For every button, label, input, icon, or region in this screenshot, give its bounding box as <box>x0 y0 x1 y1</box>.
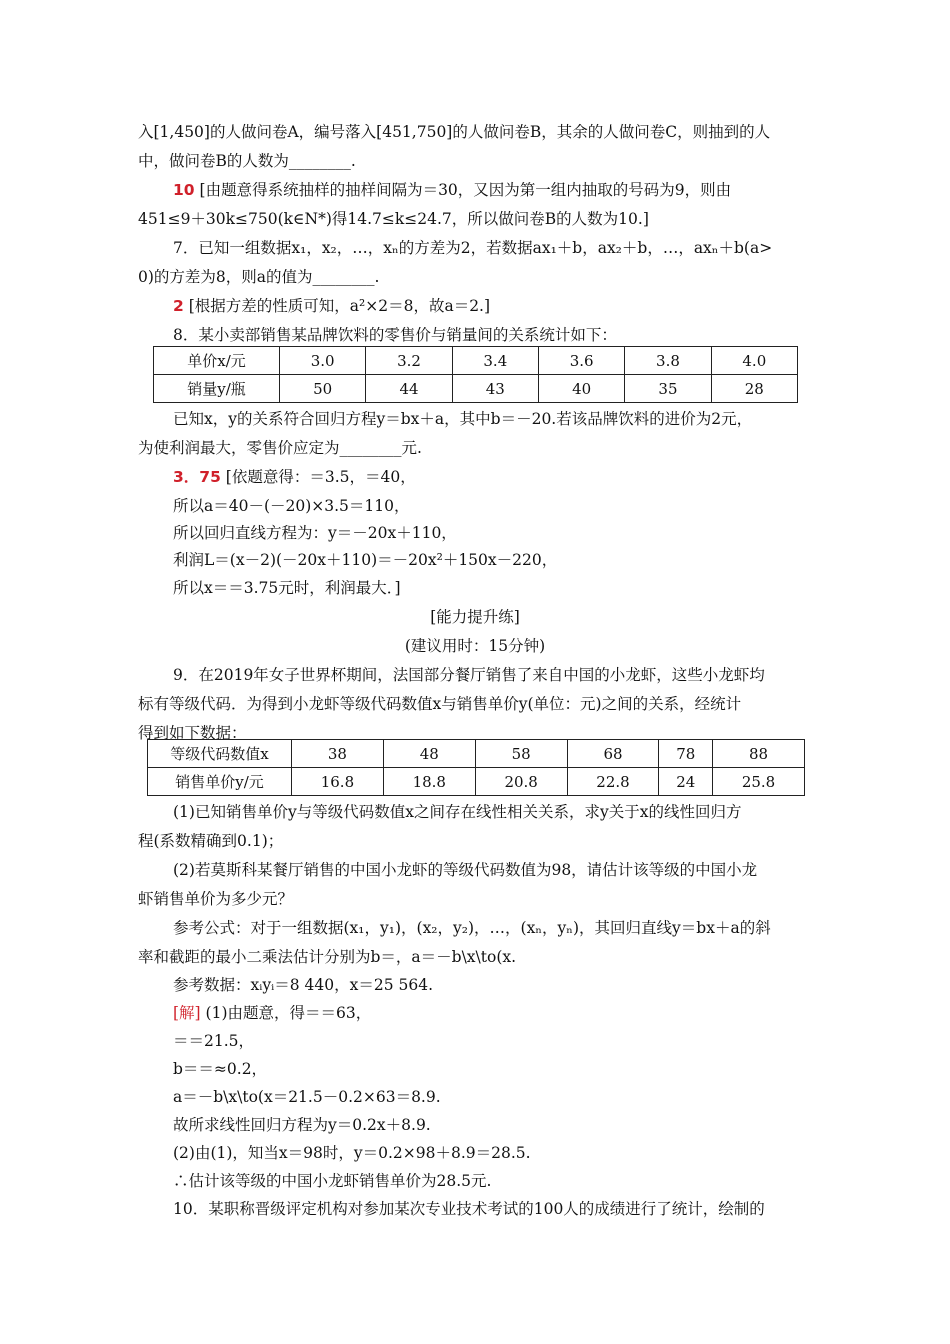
table-cell: 68 <box>567 740 659 768</box>
text-line: 所以a＝40－(－20)×3.5＝110， <box>173 497 410 515</box>
text-line: ∴估计该等级的中国小龙虾销售单价为28.5元. <box>173 1172 492 1190</box>
table-cell: 50 <box>280 375 366 403</box>
answer-label: 2 <box>173 297 184 315</box>
answer-label: 3．75 <box>173 468 221 486</box>
table-row <box>148 740 805 768</box>
text-line: 所以回归直线方程为：y＝－20x＋110， <box>173 524 457 542</box>
text-line: a＝－b\x\to(x＝21.5－0.2×63＝8.9. <box>173 1088 441 1106</box>
answer-text: [依题意得：＝3.5，＝40， <box>225 468 416 486</box>
text-line: 得到如下数据： <box>138 724 247 742</box>
table-cell: 4.0 <box>711 347 797 375</box>
table-cell: 24 <box>659 768 713 796</box>
text-line: 标有等级代码．为得到小龙虾等级代码数值x与销售单价y(单位：元)之间的关系，经统计 <box>138 695 742 713</box>
text-line: 451≤9＋30k≤750(k∈N*)得14.7≤k≤24.7，所以做问卷B的人数为10.] <box>138 210 649 228</box>
text-line: 故所求线性回归方程为y＝0.2x＋8.9. <box>173 1116 431 1134</box>
text-line: 0)的方差为8，则a的值为________. <box>138 268 380 286</box>
table-row <box>154 347 798 375</box>
question-9: 9．在2019年女子世界杯期间，法国部分餐厅销售了来自中国的小龙虾，这些小龙虾均 <box>173 666 765 684</box>
table-cell: 48 <box>383 740 475 768</box>
text-line: 为使利润最大，零售价应定为________元. <box>138 439 422 457</box>
section-subtitle: (建议用时：15分钟) <box>404 637 546 655</box>
table-cell: 18.8 <box>383 768 475 796</box>
text-line: 所以x＝＝3.75元时，利润最大．] <box>173 579 401 597</box>
table-row <box>154 375 798 403</box>
text-line: (2)若莫斯科某餐厅销售的中国小龙虾的等级代码数值为98，请估计该等级的中国小龙 <box>173 861 758 879</box>
text-line: (1)已知销售单价y与等级代码数值x之间存在线性相关关系，求y关于x的线性回归方 <box>173 803 742 821</box>
table-header-cell: 等级代码数值x <box>148 740 292 768</box>
question-7: 7．已知一组数据x₁，x₂，…，xₙ的方差为2，若数据ax₁＋b，ax₂＋b，…，axₙ＋b(a> <box>173 239 773 257</box>
answer-label: 10 <box>173 181 195 199</box>
table-cell: 78 <box>659 740 713 768</box>
table-cell: 88 <box>713 740 805 768</box>
text-line: 参考数据：xᵢyᵢ＝8 440，x＝25 564. <box>173 976 434 994</box>
text-line: 程(系数精确到0.1)； <box>138 832 284 850</box>
table-cell: 35 <box>625 375 711 403</box>
table-cell: 3.0 <box>280 347 366 375</box>
table-cell: 40 <box>538 375 624 403</box>
text-line: 中，做问卷B的人数为________. <box>138 152 356 170</box>
table-cell: 25.8 <box>713 768 805 796</box>
answer-line <box>173 179 731 201</box>
question-8: 8．某小卖部销售某品牌饮料的零售价与销量间的关系统计如下： <box>173 326 617 344</box>
text-line: b＝＝≈0.2， <box>173 1060 268 1078</box>
table-cell: 58 <box>475 740 567 768</box>
price-sales-table <box>153 346 798 403</box>
solution-label: [解] <box>173 1004 201 1022</box>
table-cell: 3.4 <box>452 347 538 375</box>
shrimp-grade-price-table <box>147 739 805 796</box>
solution-text: (1)由题意，得＝＝63， <box>205 1004 372 1022</box>
text-line: 利润L＝(x－2)(－20x＋110)＝－20x²＋150x－220， <box>173 551 558 569</box>
text-line: ＝＝21.5， <box>173 1032 255 1050</box>
table-cell: 44 <box>366 375 452 403</box>
text-line: (2)由(1)，知当x＝98时，y＝0.2×98＋8.9＝28.5. <box>173 1144 531 1162</box>
table-cell: 3.6 <box>538 347 624 375</box>
table-row <box>148 768 805 796</box>
answer-line <box>173 466 416 488</box>
section-title: [能力提升练] <box>430 608 520 626</box>
table-cell: 22.8 <box>567 768 659 796</box>
table-header-cell: 单价x/元 <box>154 347 280 375</box>
table-cell: 3.8 <box>625 347 711 375</box>
table-cell: 20.8 <box>475 768 567 796</box>
table-cell: 28 <box>711 375 797 403</box>
table-cell: 16.8 <box>292 768 384 796</box>
answer-line <box>173 295 490 317</box>
solution-line <box>173 1002 371 1024</box>
text-line: 入[1,450]的人做问卷A，编号落入[451,750]的人做问卷B，其余的人做问卷C，则抽到的人 <box>138 123 771 141</box>
table-header-cell: 销量y/瓶 <box>154 375 280 403</box>
table-header-cell: 销售单价y/元 <box>148 768 292 796</box>
question-10: 10．某职称晋级评定机构对参加某次专业技术考试的100人的成绩进行了统计，绘制的 <box>173 1200 765 1218</box>
table-cell: 43 <box>452 375 538 403</box>
text-line: 率和截距的最小二乘法估计分别为b＝，a＝－b\x\to(x. <box>138 948 517 966</box>
table-cell: 3.2 <box>366 347 452 375</box>
table-cell: 38 <box>292 740 384 768</box>
text-line: 虾销售单价为多少元？ <box>138 890 294 908</box>
answer-text: [由题意得系统抽样的抽样间隔为＝30，又因为第一组内抽取的号码为9，则由 <box>199 181 732 199</box>
answer-text: [根据方差的性质可知，a²×2＝8，故a＝2.] <box>188 297 491 315</box>
text-line: 已知x，y的关系符合回归方程y＝bx＋a，其中b＝－20.若该品牌饮料的进价为2元， <box>173 410 753 428</box>
text-line: 参考公式：对于一组数据(x₁，y₁)，(x₂，y₂)，…，(xₙ，yₙ)，其回归直线y＝bx＋a的斜 <box>173 919 771 937</box>
